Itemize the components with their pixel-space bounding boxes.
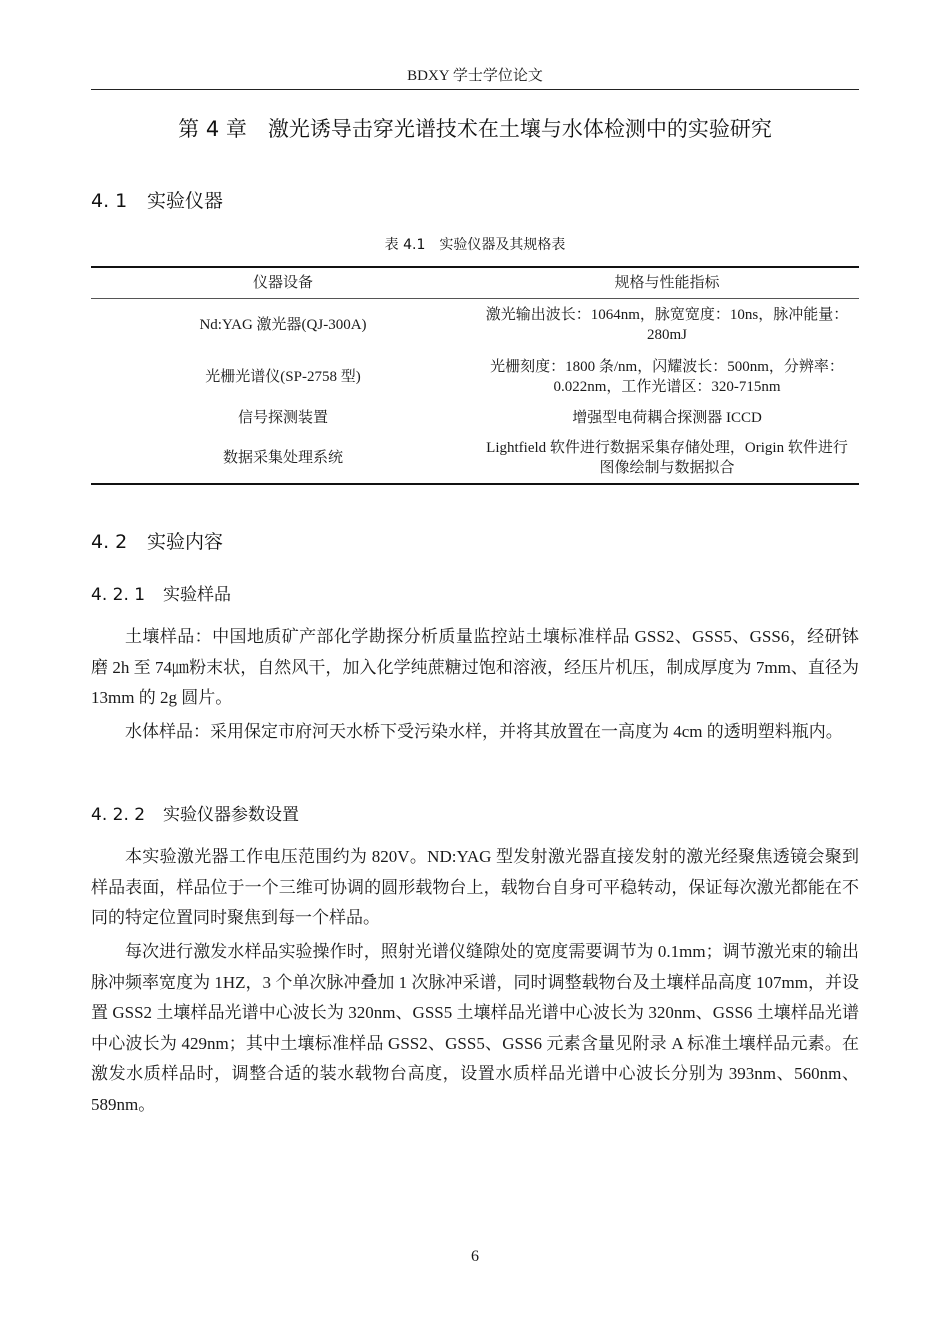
section-title: 实验内容 — [147, 531, 224, 553]
section-4-2-heading — [91, 529, 223, 555]
section-4-2-1-heading — [91, 583, 231, 607]
running-header: BDXY 学士学位论文 — [407, 68, 543, 84]
section-title: 实验仪器 — [147, 190, 224, 212]
column-header-spec: 规格与性能指标 — [475, 267, 859, 299]
paragraph-laser-setup: 本实验激光器工作电压范围约为 820V。ND:YAG 型发射激光器直接发射的激光经聚焦透镜会聚到样品表面，样品位于一个三维可协调的圆形载物台上，载物台自身可平稳转动，保证每次激光都能在不同的特定位置同时聚焦到每一个样品。 — [91, 847, 859, 927]
equipment-cell: 数据采集处理系统 — [91, 433, 475, 484]
subsection-title: 实验样品 — [163, 585, 231, 605]
subsection-number: 4. 2. 1 — [91, 585, 146, 605]
equipment-cell: 信号探测装置 — [237, 410, 328, 426]
spec-cell: Lightfield 软件进行数据采集存储处理，Origin 软件进行图像绘制与数据拟合 — [475, 433, 859, 484]
table-row — [91, 299, 859, 352]
section-number: 4. 1 — [91, 190, 128, 212]
section-4-2-2-heading — [91, 803, 299, 827]
equipment-cell: 光栅光谱仪(SP-2758 型) — [205, 369, 361, 385]
table-row — [91, 433, 859, 484]
paragraph-parameter-settings: 每次进行激发水样品实验操作时，照射光谱仪缝隙处的宽度需要调节为 0.1mm；调节激光束的输出脉冲频率宽度为 1HZ，3 个单次脉冲叠加 1 次脉冲采谱，同时调整载物台及土壤样品高度 107mm，并设置 GSS2 土壤样品光谱中心波长为 320nm、GSS5 土壤样品光谱中心波长为 320nm、GSS6 土壤样品光谱中心波长为 429nm；其中土壤标准样品 GSS2、GSS5、GSS6 元素含量见附录 A 标准土壤样品元素。在激发水质样品时，调整合适的装水载物台高度，设置水质样品光谱中心波长分别为 393nm、560nm、589nm。 — [91, 942, 859, 1114]
subsection-title: 实验仪器参数设置 — [163, 805, 299, 825]
spec-cell: 光栅刻度：1800 条/nm，闪耀波长：500nm，分辨率：0.022nm，工作光谱区：320-715nm — [490, 359, 844, 395]
paragraph-soil-samples: 土壤样品：中国地质矿产部化学勘探分析质量监控站土壤标准样品 GSS2、GSS5、GSS6，经研钵磨 2h 至 74㎛粉末状，自然风干，加入化学纯蔗糖过饱和溶液，经压片机压，制成厚度为 7mm、直径为 13mm 的 2g 圆片。 — [91, 627, 859, 707]
section-4-1-heading — [91, 188, 223, 214]
table-row — [91, 351, 859, 403]
page-number: 6 — [471, 1248, 479, 1265]
chapter-title: 第 4 章 激光诱导击穿光谱技术在土壤与水体检测中的实验研究 — [178, 117, 772, 141]
table-header-row — [91, 267, 859, 299]
column-header-equipment: 仪器设备 — [91, 267, 475, 299]
equipment-cell: Nd:YAG 激光器(QJ-300A) — [199, 317, 367, 333]
header-rule — [91, 89, 859, 90]
paragraph-water-samples: 水体样品：采用保定市府河天水桥下受污染水样，并将其放置在一高度为 4cm 的透明塑料瓶内。 — [125, 722, 843, 741]
table-row — [91, 403, 859, 433]
spec-cell: 增强型电荷耦合探测器 ICCD — [572, 410, 762, 426]
table-caption: 表 4.1 实验仪器及其规格表 — [384, 237, 566, 253]
section-number: 4. 2 — [91, 531, 128, 553]
equipment-spec-table — [91, 266, 859, 485]
subsection-number: 4. 2. 2 — [91, 805, 146, 825]
spec-cell: 激光输出波长：1064nm，脉宽宽度：10ns，脉冲能量：280mJ — [485, 307, 849, 343]
